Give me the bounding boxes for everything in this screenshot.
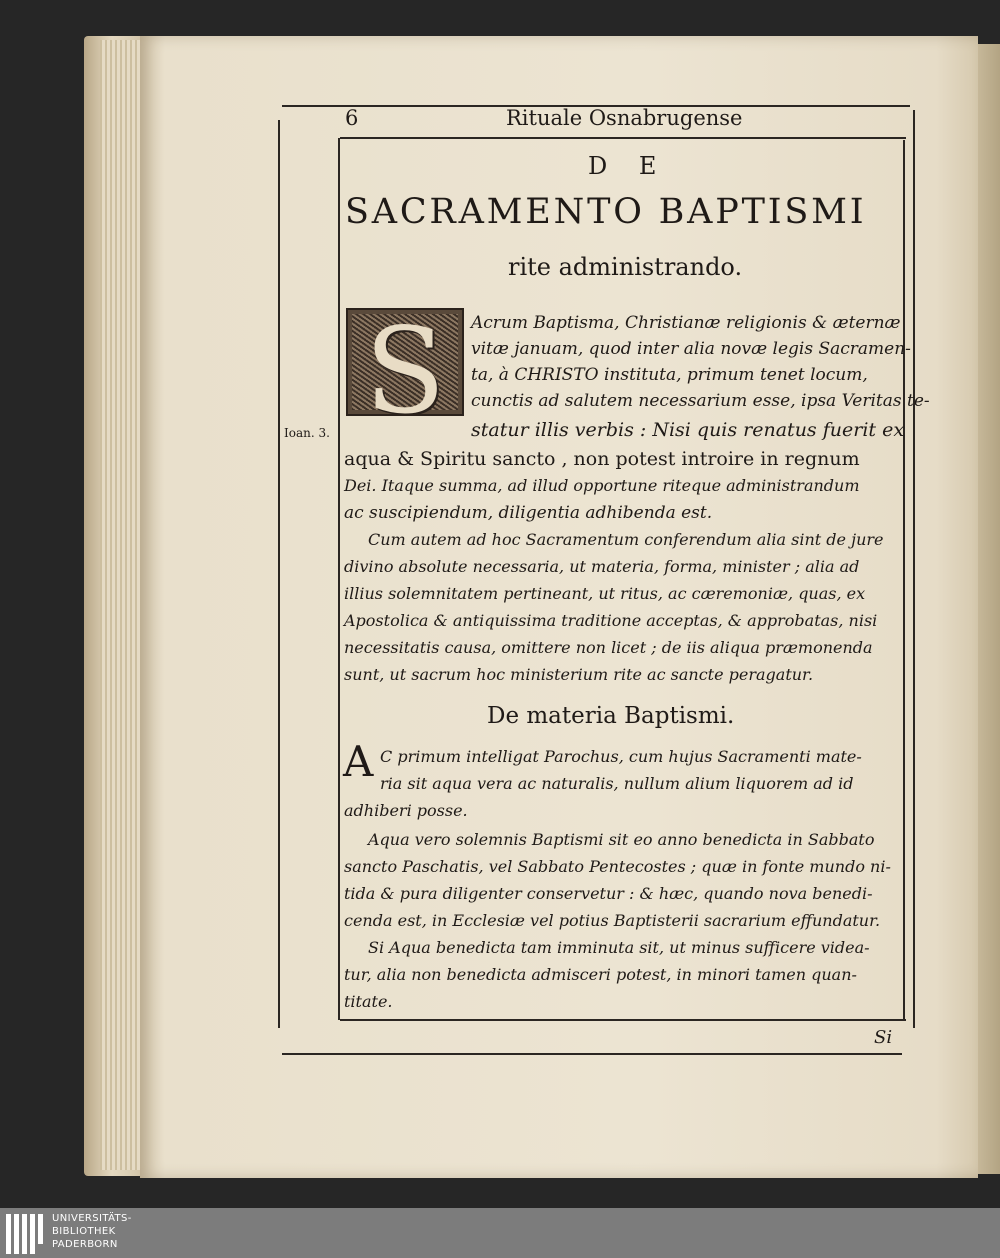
inner-left-rule [338,138,340,1020]
section-line: sancto Paschatis, vel Sabbato Pentecostes ; quæ in fonte mundo ni- [344,857,891,876]
bottom-rule [282,1053,902,1055]
inner-right-rule [903,140,905,1020]
body-line: necessitatis causa, omittere non licet ; de iis aliqua præmonenda [344,638,873,657]
section-initial: A [343,737,374,786]
inner-bottom-rule [340,1019,906,1021]
title-sub: rite administrando. [508,253,743,281]
library-name [52,1212,132,1251]
body-line: divino absolute necessaria, ut materia, forma, minister ; alia ad [344,557,860,576]
body-line: vitæ januam, quod inter alia novæ legis Sacramen- [471,339,911,359]
body-line: illius solemnitatem pertineant, ut ritus, ac cæremoniæ, quas, ex [344,584,866,603]
title-main: SACRAMENTO BAPTISMI [345,192,867,232]
body-line: Dei. Itaque summa, ad illud opportune riteque administrandum [344,476,860,495]
section-line: adhiberi posse. [344,801,468,820]
page-number: 6 [345,106,359,130]
decorated-initial-s [346,308,464,416]
body-line: sunt, ut sacrum hoc ministerium rite ac sancte peragatur. [344,665,814,684]
library-line-3: PADERBORN [52,1239,118,1250]
section-line: cenda est, in Ecclesiæ vel potius Baptisterii sacrarium effundatur. [344,911,881,930]
library-line-1: UNIVERSITÄTS- [52,1213,132,1224]
section-line: titate. [344,992,393,1011]
section-line: Si Aqua benedicta tam imminuta sit, ut minus sufficere videa- [368,938,870,957]
margin-note: Ioan. 3. [284,426,330,440]
library-line-2: BIBLIOTHEK [52,1226,116,1237]
body-line: cunctis ad salutem necessarium esse, ipsa Veritas te- [471,391,930,411]
outer-right-rule [913,110,915,1028]
header-rule [340,137,906,139]
section-line: C primum intelligat Parochus, cum hujus Sacramenti mate- [380,747,862,766]
outer-left-rule [278,120,280,1028]
library-logo-icon [6,1214,44,1254]
library-footer [0,1208,1000,1258]
body-line: ta, à CHRISTO instituta, primum tenet locum, [471,365,868,385]
catchword: Si [874,1027,893,1048]
title-de: D E [588,152,669,180]
running-title: Rituale Osnabrugense [506,106,743,130]
body-line: Cum autem ad hoc Sacramentum conferendum alia sint de jure [368,530,884,549]
section-heading: De materia Baptismi. [487,703,735,729]
initial-letter: S [364,308,446,416]
section-line: tur, alia non benedicta admisceri potest, in minori tamen quan- [344,965,857,984]
body-line: aqua & Spiritu sancto , non potest introire in regnum [344,448,860,470]
body-line: Acrum Baptisma, Christianæ religionis & æternæ [471,313,901,333]
section-line: Aqua vero solemnis Baptismi sit eo anno benedicta in Sabbato [368,830,875,849]
section-line: ria sit aqua vera ac naturalis, nullum alium liquorem ad id [380,774,854,793]
body-line: statur illis verbis : Nisi quis renatus fuerit ex [471,419,905,441]
body-line: Apostolica & antiquissima traditione acceptas, & approbatas, nisi [344,611,878,630]
section-line: tida & pura diligenter conservetur : & hæc, quando nova benedi- [344,884,873,903]
body-line: ac suscipiendum, diligentia adhibenda est. [344,503,713,523]
